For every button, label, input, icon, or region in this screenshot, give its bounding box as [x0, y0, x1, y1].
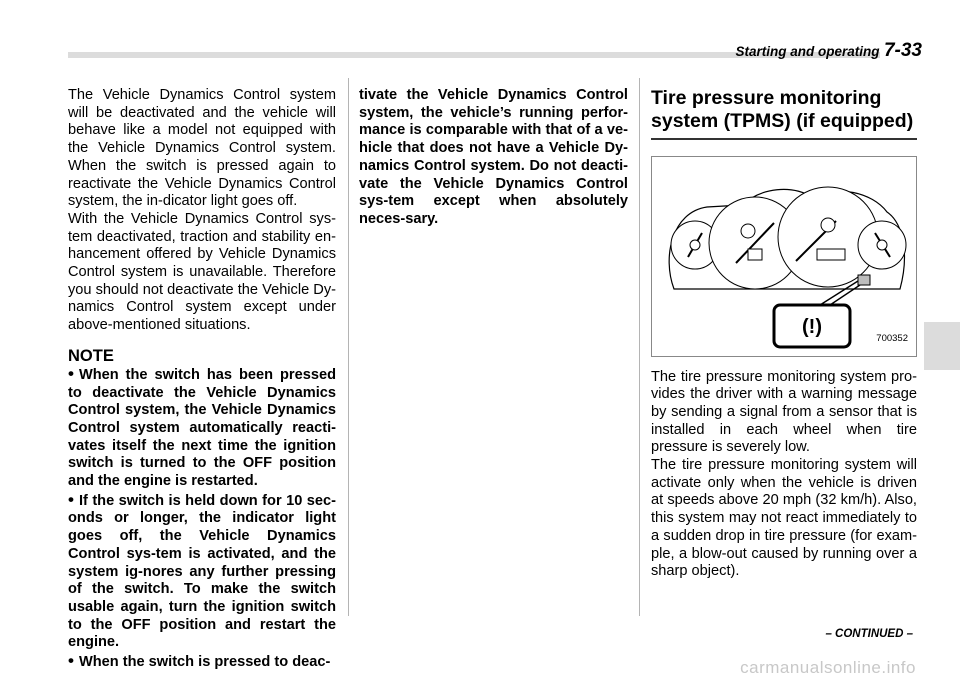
column-3 — [651, 87, 917, 581]
note-bullet: • When the switch is pressed to deac- — [68, 652, 336, 672]
paragraph: The tire pressure monitoring system pro-vides the driver with a warning message by sending a signal from a sensor that is installed in each wheel when tire pressure is severely low. — [651, 368, 917, 456]
watermark: carmanualsonline.info — [740, 658, 916, 677]
continued-label: – CONTINUED – — [825, 628, 913, 640]
column-2 — [359, 87, 628, 229]
paragraph: The Vehicle Dynamics Control system will be deactivated and the vehicle will behave like a model not equipped with the Vehicle Dynamics Control system. When the switch is pressed again to reactivate the Vehicle Dynamics Control system, the in-dicator light goes off. — [68, 87, 336, 210]
column-1 — [68, 87, 336, 672]
paragraph: The tire pressure monitoring system will activate only when the vehicle is driven at speeds above 20 mph (32 km/h). Also, this system may not react immediately to a sudden drop in tire pressure (for exam-ple, a blow-out caused by running over a sharp object). — [651, 457, 917, 580]
page-header — [736, 40, 923, 62]
column-divider-1 — [348, 78, 349, 616]
instrument-cluster-illustration — [652, 157, 916, 356]
paragraph: With the Vehicle Dynamics Control sys-tem deactivated, traction and stability en-hancement offered by Vehicle Dynamics Control system is unavailable. Therefore you should not deactivate the Vehicle Dy-namics Control system except under above-mentioned situations. — [68, 210, 336, 334]
tpms-warning-symbol: (!) — [802, 315, 822, 338]
figure-code: 700352 — [876, 332, 908, 344]
note-bullet: • When the switch has been pressed to deactivate the Vehicle Dynamics Control system, the Vehicle Dynamics Control system automatically reacti-vates itself the next time the ignition switch is turned to the OFF position and the engine is restarted. — [68, 365, 336, 491]
page-number: 7-33 — [883, 40, 922, 61]
title-underline — [651, 138, 917, 140]
column-divider-2 — [639, 78, 640, 616]
instrument-cluster-figure — [651, 156, 917, 357]
note-heading: NOTE — [68, 346, 114, 365]
chapter-tab — [924, 322, 960, 370]
warning-continued-text: tivate the Vehicle Dynamics Control system, the vehicle’s running perfor-mance is comparable with that of a ve-hicle that does not have a Vehicle Dy-namics Control system. Do not deacti-vate the Vehicle Dynamics Control sys-tem except when absolutely neces-sary. — [359, 87, 628, 227]
note-bullet: • If the switch is held down for 10 sec-onds or longer, the indicator light goes off, the Vehicle Dynamics Control sys-tem is activated, and the system ig-nores any further pressing of the switch. To make the switch usable again, turn the ignition switch to the OFF position and restart the engine. — [68, 491, 336, 652]
section-name: Starting and operating — [735, 44, 880, 59]
section-title: Tire pressure monitoring system (TPMS) (if equipped) — [651, 87, 914, 132]
